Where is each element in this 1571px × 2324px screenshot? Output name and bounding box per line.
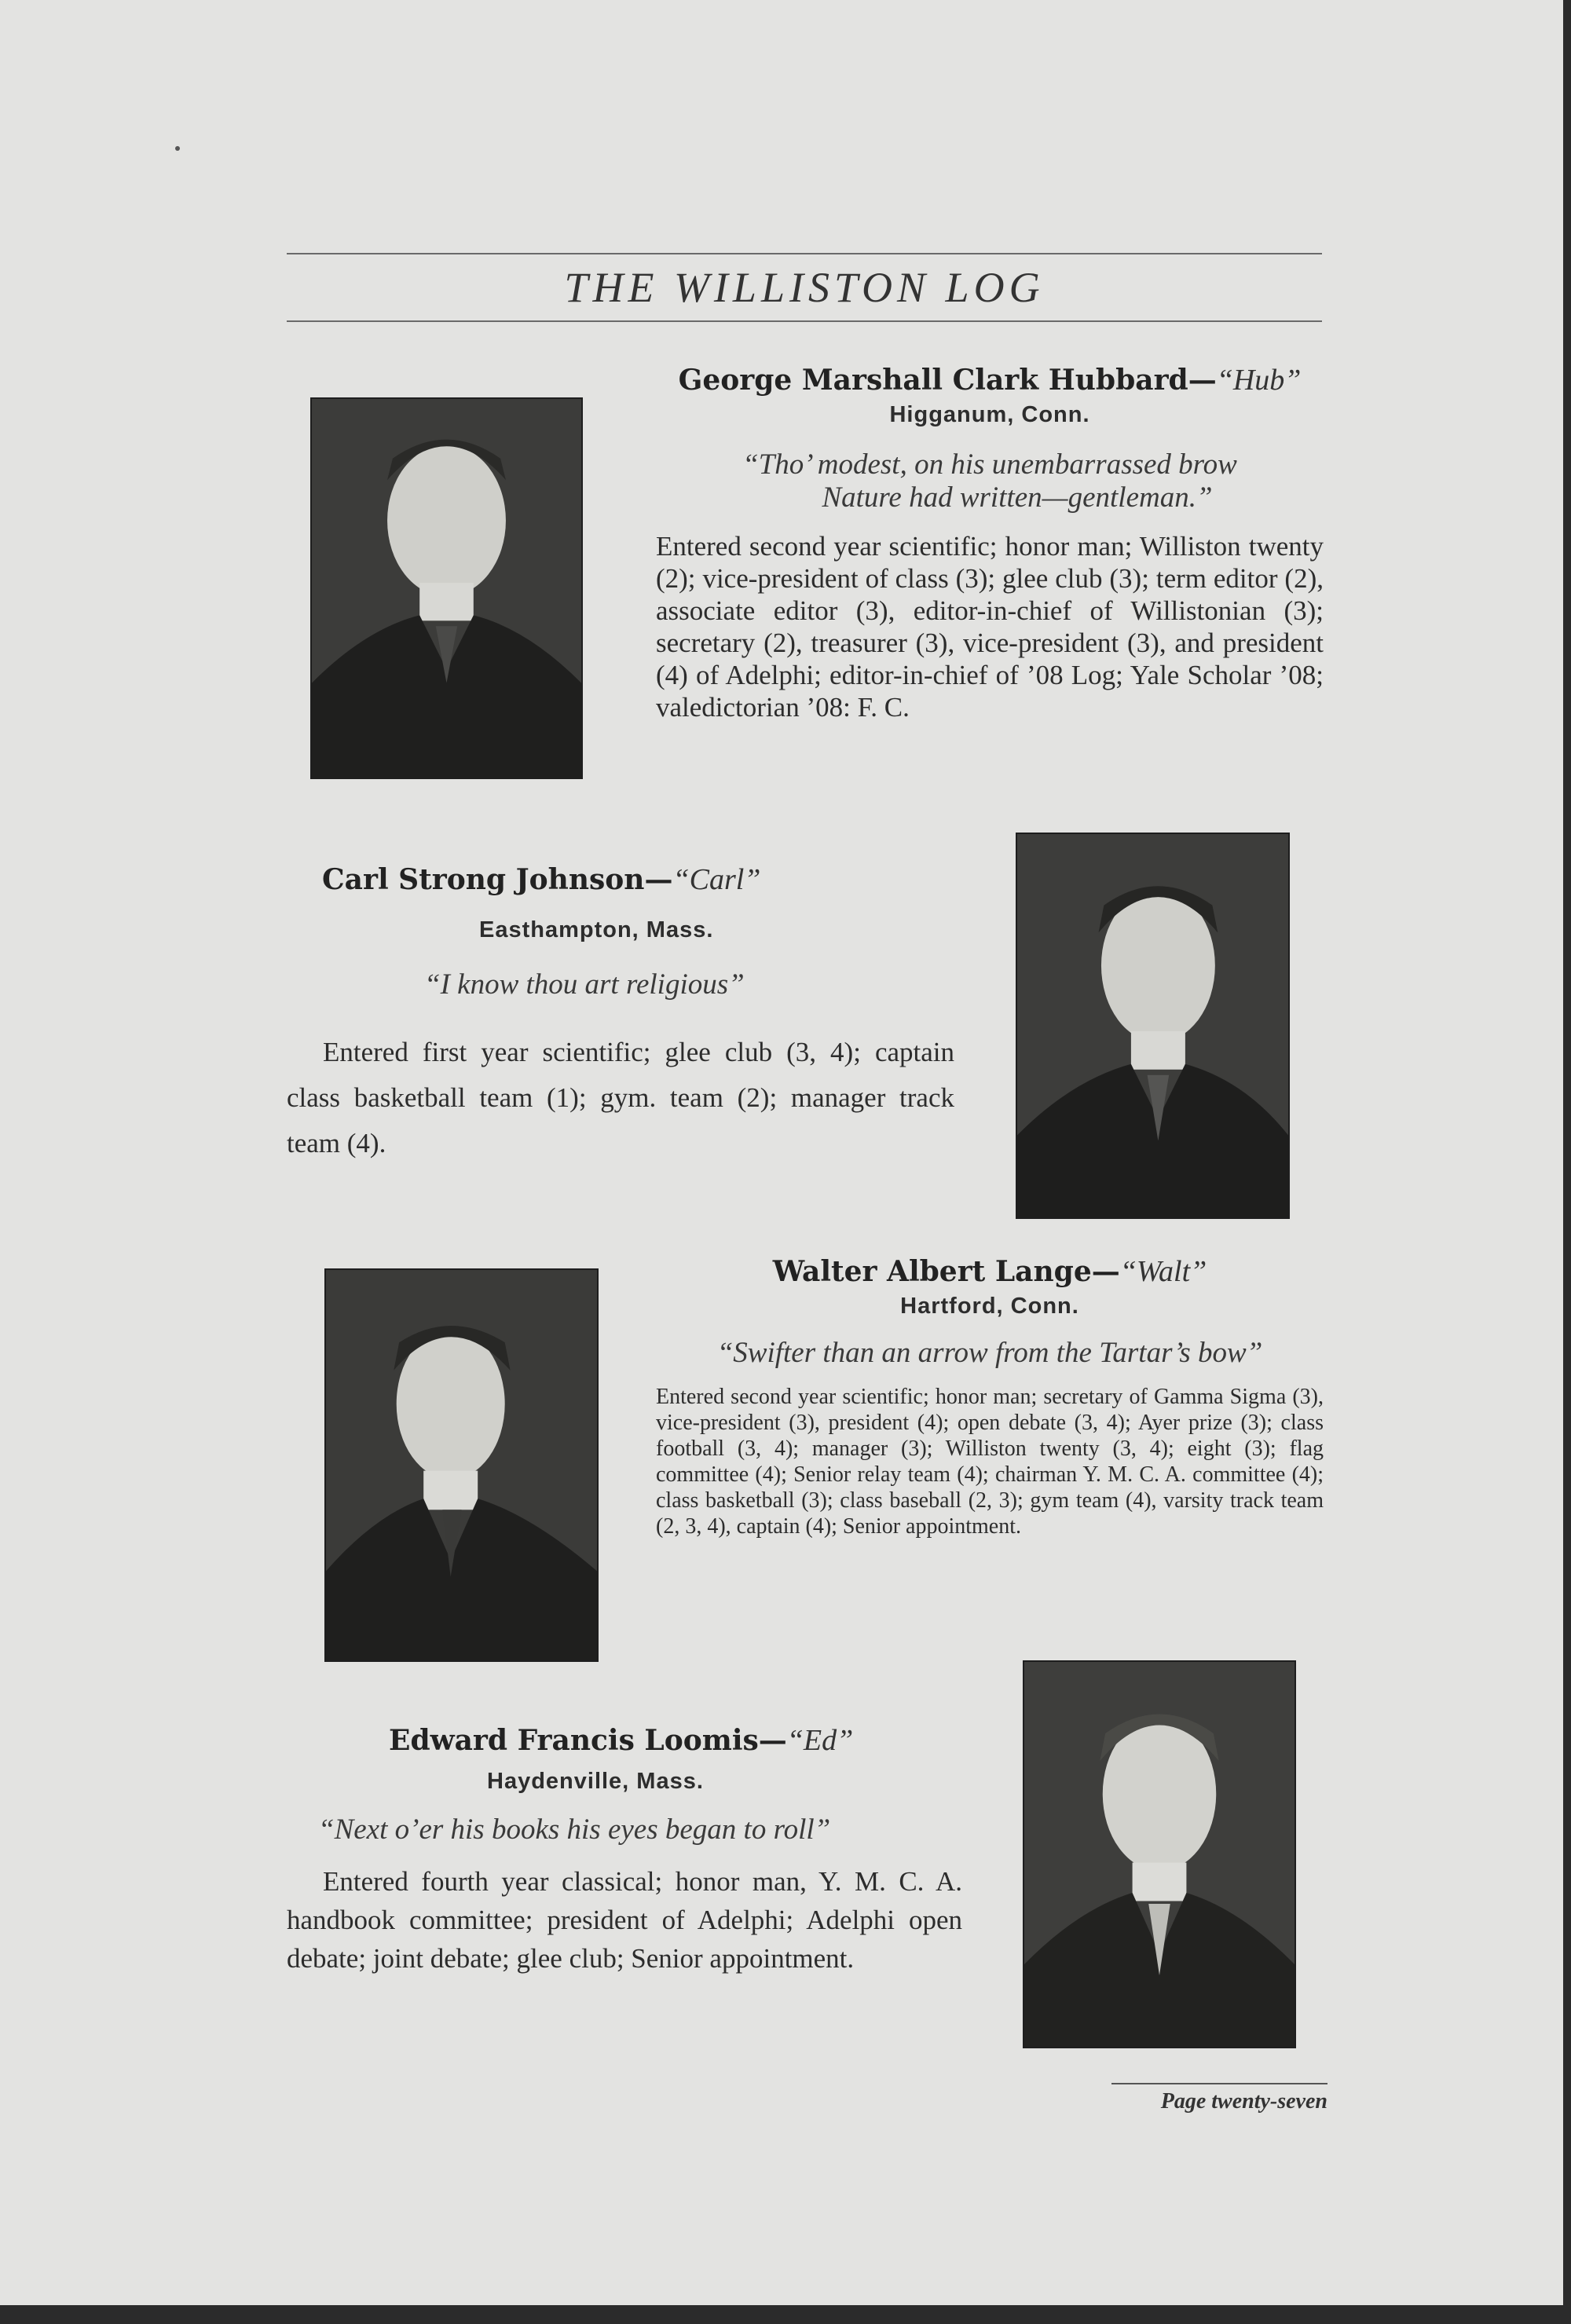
entry-nickname: “Carl” bbox=[672, 863, 761, 896]
entry-body: Entered first year scientific; glee club (3, 4); captain class basketball team (1); gym. team (2); manager track team (4). bbox=[287, 1037, 954, 1158]
entry-name: George Marshall Clark Hubbard— bbox=[678, 364, 1217, 397]
page-header-title: THE WILLISTON LOG bbox=[564, 264, 1045, 311]
entry-town: Higganum, Conn. bbox=[889, 402, 1090, 427]
portrait-hubbard bbox=[310, 397, 583, 779]
footer-rule bbox=[1111, 2083, 1327, 2084]
portrait-johnson bbox=[1016, 833, 1290, 1219]
entry-body: Entered second year scientific; honor man; Williston twenty (2); vice-president of class (3); glee club (3); term editor (2), associate editor (3), editor-in-chief of Willistonian (3); secretary (2), treasurer (3), vice-president (3), and president (4) of Adelphi; editor-in-chief of ’08 Log; Yale Scholar ’08; valedictorian ’08: F. C. bbox=[656, 531, 1324, 723]
entry-quote-line: “Next o’er his books his eyes began to roll” bbox=[318, 1813, 831, 1846]
entry-lange bbox=[656, 1254, 1324, 1539]
header-rule-bottom bbox=[287, 320, 1322, 322]
entry-quote-line: Nature had written—gentleman.” bbox=[822, 481, 1213, 514]
entry-quote-line: “Swifter than an arrow from the Tartar’s bow” bbox=[716, 1337, 1263, 1369]
entry-name: Walter Albert Lange— bbox=[772, 1255, 1120, 1288]
entry-quote-line: “I know thou art religious” bbox=[424, 968, 745, 1001]
entry-nickname: “Ed” bbox=[786, 1724, 854, 1757]
entry-hubbard bbox=[656, 363, 1324, 723]
entry-town: Haydenville, Mass. bbox=[487, 1769, 704, 1794]
entry-johnson bbox=[287, 862, 954, 1166]
entry-body: Entered second year scientific; honor man; secretary of Gamma Sigma (3), vice-president (3), president (4); open debate (3, 4); Ayer prize (3); class football (3, 4); manager (3); Williston twenty (3, 4); eight (3); flag committee (4); Senior relay team (4); chairman Y. M. C. A. committee (4); class basketball (3); class baseball (2, 3); gym team (4), varsity track team (2, 3, 4), captain (4); Senior appointment. bbox=[656, 1385, 1324, 1539]
entry-town: Hartford, Conn. bbox=[900, 1294, 1079, 1319]
portrait-lange bbox=[324, 1268, 599, 1662]
portrait-loomis bbox=[1023, 1660, 1296, 2048]
entry-name: Edward Francis Loomis— bbox=[389, 1724, 787, 1757]
entry-nickname: “Walt” bbox=[1119, 1255, 1207, 1288]
entry-town: Easthampton, Mass. bbox=[479, 917, 714, 942]
entry-loomis bbox=[287, 1723, 962, 1978]
entry-nickname: “Hub” bbox=[1216, 364, 1302, 397]
entry-body: Entered fourth year classical; honor man, Y. M. C. A. handbook committee; president of Adelphi; Adelphi open debate; joint debate; glee club; Senior appointment. bbox=[287, 1866, 962, 1974]
page-speck bbox=[175, 146, 180, 151]
header-rule-top bbox=[287, 253, 1322, 254]
entry-name: Carl Strong Johnson— bbox=[322, 863, 673, 896]
entry-quote-line: “Tho’ modest, on his unembarrassed brow bbox=[742, 448, 1237, 481]
page-number: Page twenty-seven bbox=[1160, 2089, 1327, 2114]
